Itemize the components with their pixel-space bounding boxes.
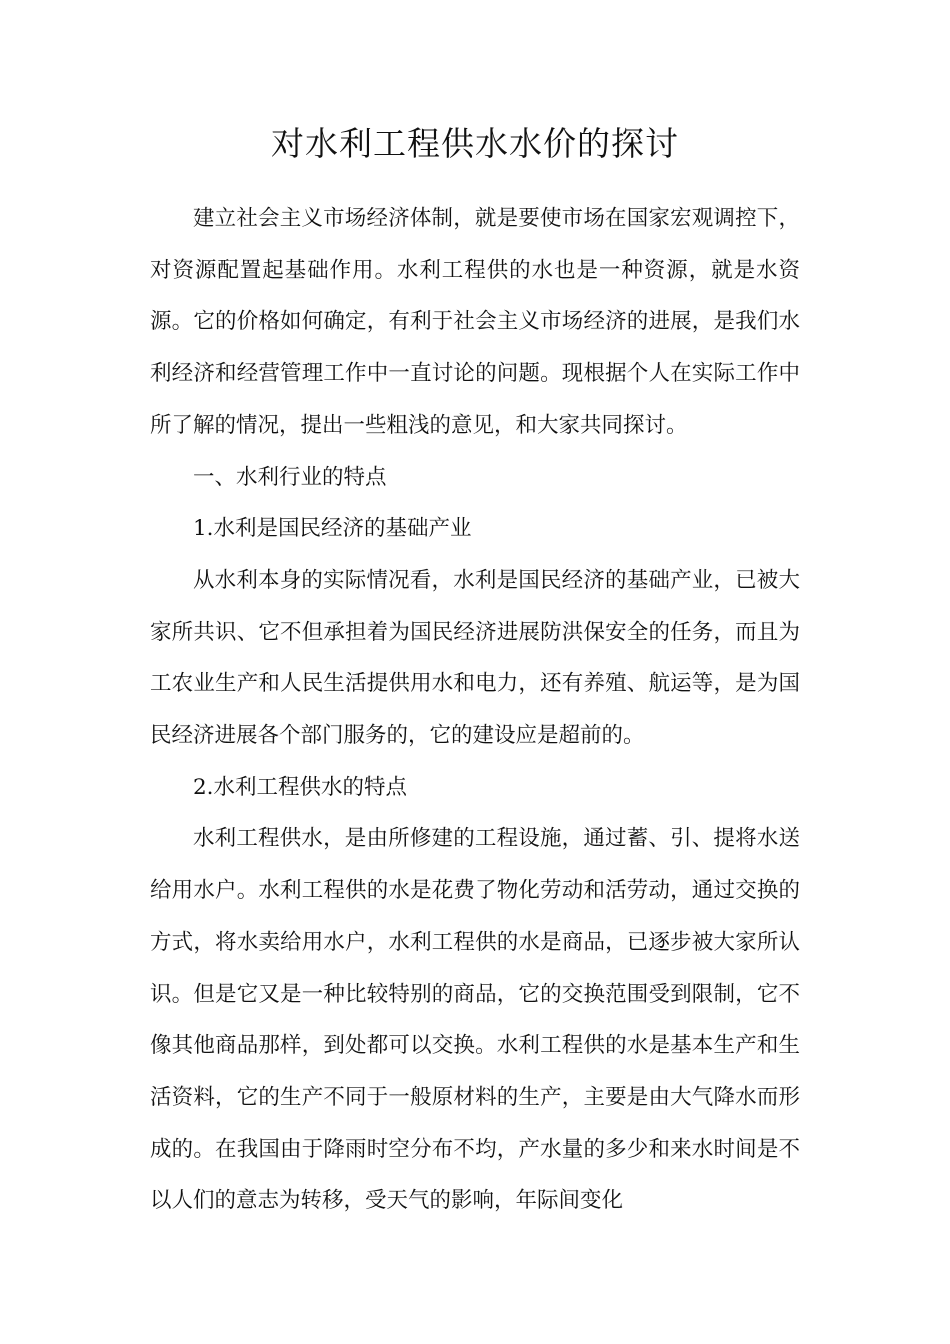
paragraph-1-1: 从水利本身的实际情况看，水利是国民经济的基础产业，已被大家所共识、它不但承担着为国民经济进展防洪保安全的任务，而且为工农业生产和人民生活提供用水和电力，还有养殖、航运等，是为国民经济进展各个部门服务的，它的建设应是超前的。: [150, 567, 800, 749]
paragraph-intro: 建立社会主义市场经济体制，就是要使市场在国家宏观调控下，对资源配置起基础作用。水利工程供的水也是一种资源，就是水资源。它的价格如何确定，有利于社会主义市场经济的进展，是我们水利经济和经营管理工作中一直讨论的问题。现根据个人在实际工作中所了解的情况，提出一些粗浅的意见，和大家共同探讨。: [150, 206, 800, 438]
subsection-heading-1-2: 2.水利工程供水的特点: [193, 774, 408, 800]
paragraph-1-2: 水利工程供水，是由所修建的工程设施，通过蓄、引、提将水送给用水户。水利工程供的水是花费了物化劳动和活劳动，通过交换的方式，将水卖给用水户，水利工程供的水是商品，已逐步被大家所认识。但是它又是一种比较特别的商品，它的交换范围受到限制，它不像其他商品那样，到处都可以交换。水利工程供的水是基本生产和生活资料，它的生产不同于一般原材料的生产，主要是由大气降水而形成的。在我国由于降雨时空分布不均，产水量的多少和来水时间是不以人们的意志为转移，受天气的影响，年际间变化: [150, 826, 800, 1214]
document-title: 对水利工程供水水价的探讨: [271, 124, 679, 163]
section-heading-1: 一、水利行业的特点: [193, 464, 387, 490]
document-body: [150, 193, 800, 1227]
subsection-heading-1-1: 1.水利是国民经济的基础产业: [193, 516, 472, 542]
